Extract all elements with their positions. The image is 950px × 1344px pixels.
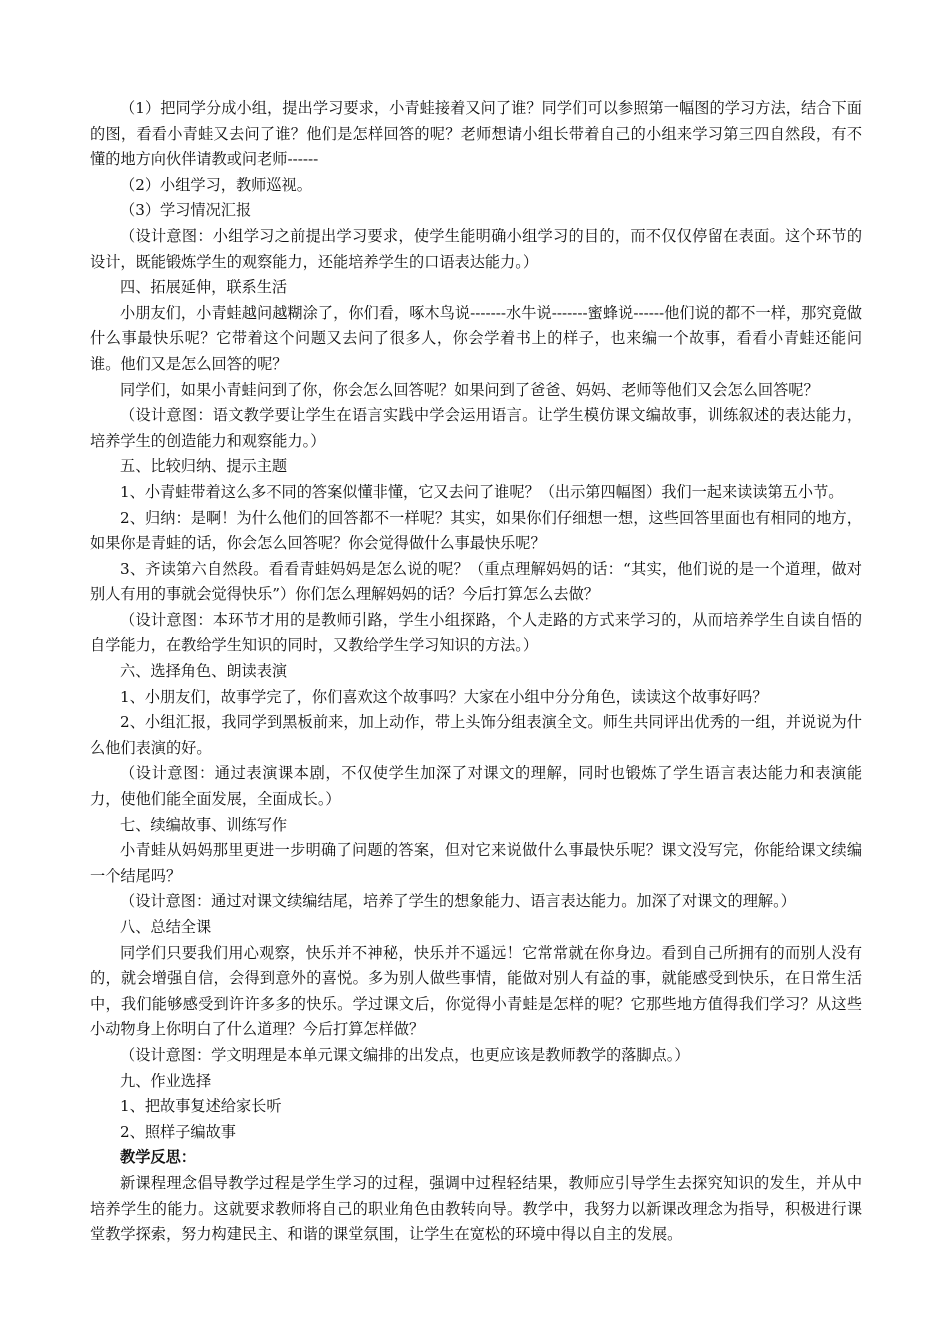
- paragraph: 五、比较归纳、提示主题: [120, 457, 288, 476]
- paragraph: （2）小组学习，教师巡视。: [120, 175, 312, 194]
- document-page: [90, 96, 862, 1248]
- paragraph: （设计意图：语文教学要让学生在语言实践中学会运用语言。让学生模仿课文编故事，训练叙述的表达能力，培养学生的创造能力和观察能力。）: [90, 406, 862, 450]
- paragraph: （3）学习情况汇报: [120, 201, 252, 220]
- paragraph: 小青蛙从妈妈那里更进一步明确了问题的答案，但对它来说做什么事最快乐呢？课文没写完，你能给课文续编一个结尾吗？: [90, 841, 862, 885]
- paragraph: 新课程理念倡导教学过程是学生学习的过程，强调中过程轻结果，教师应引导学生去探究知识的发生，并从中培养学生的能力。这就要求教师将自己的职业角色由教转向导。教学中，我努力以新课改理念为指导，积极进行课堂教学探索，努力构建民主、和谐的课堂氛围，让学生在宽松的环境中得以自主的发展。: [90, 1173, 862, 1244]
- paragraph: （设计意图：本环节才用的是教师引路，学生小组探路，个人走路的方式来学习的，从而培养学生自读自悟的自学能力，在教给学生知识的同时，又教给学生学习知识的方法。）: [90, 610, 862, 655]
- paragraph: （设计意图：通过对课文续编结尾，培养了学生的想象能力、语言表达能力。加深了对课文的理解。）: [120, 892, 796, 911]
- paragraph: （1）把同学分成小组，提出学习要求，小青蛙接着又问了谁？同学们可以参照第一幅图的学习方法，结合下面的图，看看小青蛙又去问了谁？他们是怎样回答的呢？老师想请小组长带着自己的小组来学习第三四自然段，有不懂的地方向伙伴请教或问老师------: [90, 99, 862, 169]
- paragraph: 2、照样子编故事: [120, 1122, 236, 1141]
- paragraph: 同学们只要我们用心观察，快乐并不神秘，快乐并不遥远！它常常就在你身边。看到自己所拥有的而别人没有的，就会增强自信，会得到意外的喜悦。多为别人做些事情，能做对别人有益的事，就能感受到快乐，在日常生活中，我们能够感受到许许多多的快乐。学过课文后，你觉得小青蛙是怎样的呢？它那些地方值得我们学习？从这些小动物身上你明白了什么道理？今后打算怎样做？: [90, 943, 862, 1039]
- paragraph: 同学们，如果小青蛙问到了你，你会怎么回答呢？如果问到了爸爸、妈妈、老师等他们又会怎么回答呢？: [120, 380, 819, 399]
- paragraph: 2、归纳：是啊！为什么他们的回答都不一样呢？其实，如果你们仔细想一想，这些回答里面也有相同的地方，如果你是青蛙的话，你会怎么回答呢？你会觉得做什么事最快乐呢？: [90, 508, 862, 553]
- paragraph: 1、小青蛙带着这么多不同的答案似懂非懂，它又去问了谁呢？（出示第四幅图）我们一起来读读第五小节。: [120, 482, 844, 501]
- paragraph: （设计意图：小组学习之前提出学习要求，使学生能明确小组学习的目的，而不仅仅停留在表面。这个环节的设计，既能锻炼学生的观察能力，还能培养学生的口语表达能力。）: [90, 226, 862, 271]
- paragraph: 七、续编故事、训练写作: [120, 815, 288, 834]
- section-heading: 教学反思：: [120, 1148, 196, 1167]
- paragraph: 六、选择角色、朗读表演: [120, 662, 288, 681]
- paragraph: （设计意图：通过表演课本剧，不仅使学生加深了对课文的理解，同时也锻炼了学生语言表达能力和表演能力，使他们能全面发展，全面成长。）: [90, 764, 862, 809]
- paragraph: 小朋友们，小青蛙越问越糊涂了，你们看，啄木鸟说-------水牛说-------蜜蜂说------他们说的都不一样，那究竟做什么事最快乐呢？它带着这个问题又去问了很多人，你会学着书上的样子，也来编一个故事，看看小青蛙还能问谁。他们又是怎么回答的呢？: [90, 303, 862, 373]
- paragraph: 九、作业选择: [120, 1071, 212, 1090]
- paragraph: （设计意图：学文明理是本单元课文编排的出发点，也更应该是教师教学的落脚点。）: [120, 1045, 690, 1064]
- paragraph: 四、拓展延伸，联系生活: [120, 278, 288, 297]
- paragraph: 八、总结全课: [120, 918, 212, 936]
- paragraph: 1、把故事复述给家长听: [120, 1097, 282, 1116]
- paragraph: 1、小朋友们，故事学完了，你们喜欢这个故事吗？大家在小组中分分角色，读读这个故事好吗？: [120, 687, 768, 706]
- paragraph: 3、齐读第六自然段。看看青蛙妈妈是怎么说的呢？（重点理解妈妈的话：“其实，他们说的是一个道理，做对别人有用的事就会觉得快乐”）你们怎么理解妈妈的话？今后打算怎么去做？: [90, 559, 862, 604]
- paragraph: 2、小组汇报，我同学到黑板前来，加上动作，带上头饰分组表演全文。师生共同评出优秀的一组，并说说为什么他们表演的好。: [90, 713, 862, 757]
